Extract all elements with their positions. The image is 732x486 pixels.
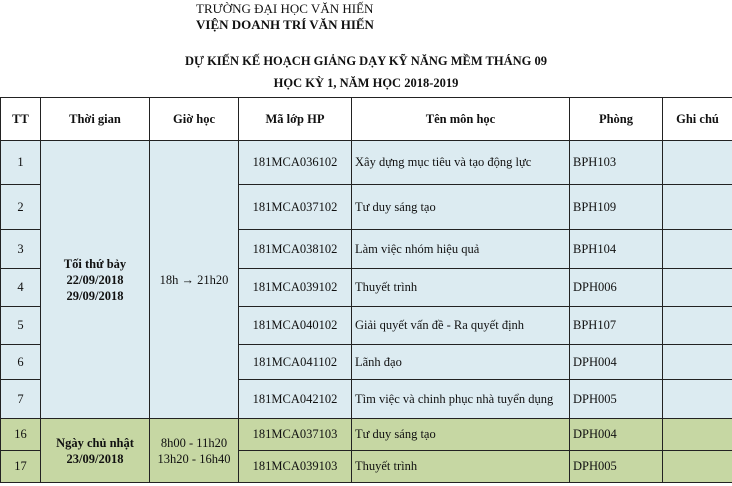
room: DPH006 [570, 269, 663, 307]
time-line: 22/09/2018 [66, 272, 124, 287]
time-line: 29/09/2018 [66, 288, 124, 303]
note [663, 419, 732, 451]
table-row [1, 141, 732, 185]
row-number: 4 [1, 269, 41, 307]
class-code: 181MCA037102 [239, 185, 352, 230]
subject-name: Thuyết trình [352, 451, 570, 483]
row-number: 5 [1, 307, 41, 345]
col-header-subject: Tên môn học [352, 98, 570, 141]
class-code: 181MCA041102 [239, 345, 352, 380]
subject-name: Tìm việc và chinh phục nhà tuyển dụng [352, 380, 570, 419]
note [663, 185, 732, 230]
col-header-time: Thời gian [41, 98, 150, 141]
room: DPH004 [570, 345, 663, 380]
hours-line: 8h00 - 11h20 [160, 435, 228, 450]
hours-line: 18h → 21h20 [159, 272, 229, 287]
school-name: TRƯỜNG ĐẠI HỌC VĂN HIẾN [196, 1, 374, 16]
table-row [1, 419, 732, 451]
row-number: 7 [1, 380, 41, 419]
document-subtitle: HỌC KỲ 1, NĂM HỌC 2018-2019 [273, 76, 459, 90]
room: BPH107 [570, 307, 663, 345]
note [663, 230, 732, 269]
room: BPH109 [570, 185, 663, 230]
note [663, 141, 732, 185]
row-number: 6 [1, 345, 41, 380]
row-number: 2 [1, 185, 41, 230]
note [663, 345, 732, 380]
note [663, 451, 732, 483]
time-line: 23/09/2018 [66, 451, 124, 466]
col-header-note: Ghi chú [663, 98, 732, 141]
hours-line: 13h20 - 16h40 [157, 451, 231, 466]
header-row [1, 98, 732, 141]
note [663, 380, 732, 419]
row-number: 1 [1, 141, 41, 185]
subject-name: Thuyết trình [352, 269, 570, 307]
row-number: 16 [1, 419, 41, 451]
subject-name: Giải quyết vấn đề - Ra quyết định [352, 307, 570, 345]
hours-cell [150, 419, 239, 483]
class-code: 181MCA038102 [239, 230, 352, 269]
institute-name: VIỆN DOANH TRÍ VĂN HIẾN [196, 17, 374, 32]
time-line: Ngày chủ nhật [56, 435, 134, 450]
room: BPH104 [570, 230, 663, 269]
row-number: 17 [1, 451, 41, 483]
subject-name: Xây dựng mục tiêu và tạo động lực [352, 141, 570, 185]
schedule-table [0, 97, 732, 483]
room: BPH103 [570, 141, 663, 185]
time-cell [41, 419, 150, 483]
time-cell [41, 141, 150, 419]
col-header-hours: Giờ học [150, 98, 239, 141]
subject-name: Tư duy sáng tạo [352, 185, 570, 230]
col-header-class-code: Mã lớp HP [239, 98, 352, 141]
note [663, 269, 732, 307]
note [663, 307, 732, 345]
class-code: 181MCA039102 [239, 269, 352, 307]
hours-cell [150, 141, 239, 419]
class-code: 181MCA040102 [239, 307, 352, 345]
class-code: 181MCA037103 [239, 419, 352, 451]
room: DPH005 [570, 380, 663, 419]
subject-name: Lãnh đạo [352, 345, 570, 380]
class-code: 181MCA039103 [239, 451, 352, 483]
col-header-room: Phòng [570, 98, 663, 141]
class-code: 181MCA042102 [239, 380, 352, 419]
class-code: 181MCA036102 [239, 141, 352, 185]
col-header-tt: TT [1, 98, 41, 141]
subject-name: Làm việc nhóm hiệu quả [352, 230, 570, 269]
room: DPH005 [570, 451, 663, 483]
room: DPH004 [570, 419, 663, 451]
row-number: 3 [1, 230, 41, 269]
time-line: Tối thứ bảy [63, 256, 127, 271]
subject-name: Tư duy sáng tạo [352, 419, 570, 451]
document-title: DỰ KIẾN KẾ HOẠCH GIẢNG DẠY KỸ NĂNG MỀM THÁNG 09 [184, 54, 548, 68]
